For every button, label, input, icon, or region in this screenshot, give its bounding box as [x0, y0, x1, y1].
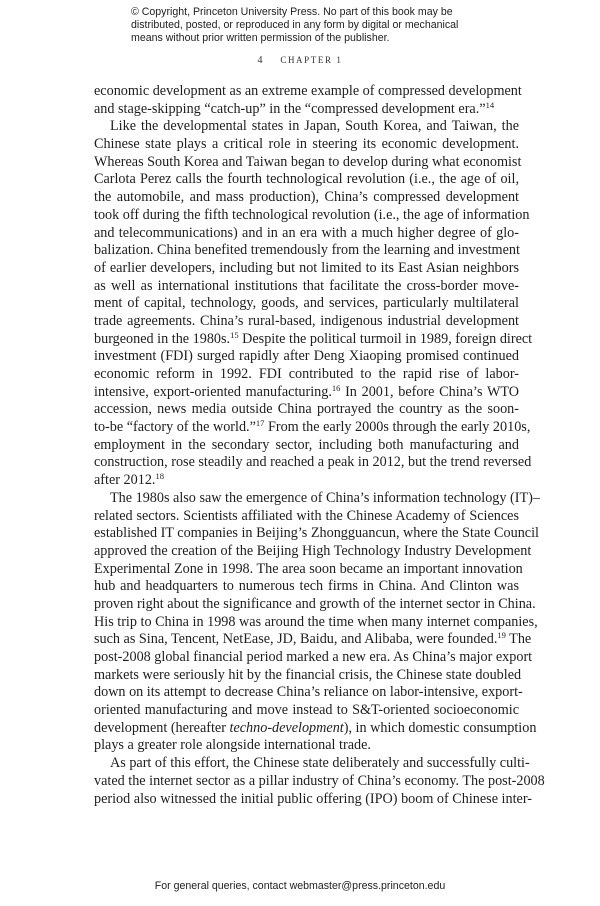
- footnote-ref[interactable]: 17: [255, 418, 265, 429]
- line-text: to-be “factory of the world.”: [94, 419, 256, 436]
- text-line: [94, 225, 519, 243]
- text-line: [94, 189, 519, 207]
- text-line: [94, 684, 523, 702]
- line-text-continued: The: [505, 631, 532, 648]
- line-text: Whereas South Korea and Taiwan began to develop during what economist: [94, 153, 522, 170]
- text-line: [94, 118, 519, 136]
- line-text: took off during the fifth technological revolution (i.e., the age of information: [94, 206, 530, 223]
- line-text: markets were seriously hit by the financial crisis, the Chinese state doubled: [94, 666, 522, 683]
- text-line: [94, 384, 519, 402]
- line-text: as well as international institutions that facilitate the cross-border move-: [94, 277, 519, 294]
- text-line: [94, 437, 519, 455]
- line-text: economic reform in 1992. FDI contributed to the rapid rise of labor-: [94, 366, 519, 382]
- text-line: [94, 401, 519, 419]
- line-text: the automobile, and mass production), China’s compressed development: [94, 189, 519, 206]
- chapter-label: CHAPTER 1: [280, 55, 343, 65]
- page-number: 4: [257, 55, 263, 66]
- text-line: [94, 348, 519, 366]
- line-text: The 1980s also saw the emergence of China’s information technology (IT)–: [110, 489, 540, 506]
- text-line: [94, 472, 519, 490]
- text-line: [94, 454, 532, 472]
- line-text: investment (FDI) surged rapidly after Deng Xiaoping promised continued: [94, 348, 519, 365]
- text-line: [94, 702, 519, 720]
- line-text: approved the creation of the Beijing High Technology Industry Development: [94, 542, 532, 559]
- line-text: trade agreements. China’s rural-based, indigenous industrial development: [94, 312, 519, 329]
- line-text: Chinese state plays a critical role in steering its economic development.: [94, 136, 519, 153]
- line-text: Experimental Zone in 1998. The area soon became an important innovation: [94, 560, 523, 577]
- text-line: [94, 313, 519, 331]
- line-text-continued: In 2001, before China’s WTO: [340, 383, 519, 400]
- line-text: of earlier developers, including but not limited to its East Asian neighbors: [94, 259, 519, 276]
- line-text: burgeoned in the 1980s.: [94, 330, 231, 347]
- text-line: [94, 630, 532, 649]
- line-text: His trip to China in 1998 was around the time when many internet companies,: [94, 613, 538, 630]
- copyright-notice: [131, 6, 491, 45]
- line-text: accession, news media outside China portrayed the country as the soon-: [94, 401, 519, 418]
- line-text: such as Sina, Tencent, NetEase, JD, Baidu, and Alibaba, were founded.: [94, 631, 498, 648]
- copyright-line: distributed, posted, or reproduced in any form by digital or mechanical: [131, 19, 459, 31]
- line-text: hub and headquarters to numerous tech firms in China. And Clinton was: [94, 578, 519, 595]
- text-line: [94, 595, 536, 614]
- text-line: [94, 260, 519, 278]
- text-line: [94, 578, 519, 596]
- line-text: Like the developmental states in Japan, South Korea, and Taiwan, the: [110, 118, 519, 135]
- line-text: vated the internet sector as a pillar industry of China’s economy. The post-2008: [94, 772, 545, 789]
- line-text: Carlota Perez calls the fourth technological revolution (i.e., the age of oil,: [94, 171, 519, 188]
- line-text: construction, rose steadily and reached a peak in 2012, but the trend reversed: [94, 454, 532, 471]
- line-text: post-2008 global financial period marked a new era. As China’s major export: [94, 649, 533, 665]
- line-text: plays a greater role alongside international trade.: [94, 737, 371, 754]
- line-text: balization. China benefited tremendously from the learning and investment: [94, 242, 520, 259]
- line-text-continued: Despite the political turmoil in 1989, foreign direct: [238, 330, 533, 347]
- text-line: [94, 649, 533, 667]
- footnote-ref[interactable]: 19: [497, 630, 506, 641]
- line-text: oriented manufacturing and move instead to S&T-oriented socioeconomic: [94, 702, 519, 719]
- text-line: [94, 101, 519, 119]
- line-text: period also witnessed the initial public offering (IPO) boom of Chinese inter-: [94, 790, 532, 807]
- italic-term: techno-development: [229, 719, 344, 736]
- line-text-continued: ), in which domestic consumption: [343, 719, 537, 736]
- text-line: [94, 525, 539, 543]
- text-line: [94, 560, 523, 579]
- text-line: [94, 542, 532, 561]
- text-line: [94, 206, 530, 225]
- line-text: As part of this effort, the Chinese state deliberately and successfully culti-: [110, 755, 530, 772]
- text-line: [94, 755, 530, 773]
- text-line: [94, 508, 519, 526]
- text-line: [94, 366, 519, 384]
- text-line: [94, 489, 540, 508]
- text-line: [94, 295, 519, 313]
- line-text: and telecommunications) and in an era with a much higher degree of glo-: [94, 224, 519, 241]
- text-line: [94, 613, 538, 632]
- line-text-continued: From the early 2000s through the early 2010s,: [264, 419, 531, 436]
- text-line: [94, 790, 532, 809]
- line-text: down on its attempt to decrease China’s reliance on labor-intensive, export-: [94, 684, 523, 701]
- line-text: ment of capital, technology, goods, and services, particularly multilateral: [94, 295, 519, 312]
- text-line: [94, 278, 519, 296]
- text-line: [94, 666, 522, 685]
- line-text: development (hereafter: [94, 719, 230, 736]
- text-line: [94, 772, 545, 791]
- footnote-ref[interactable]: 16: [331, 382, 341, 393]
- line-text: and stage-skipping “catch-up” in the “compressed development era.”: [94, 100, 486, 117]
- text-line: [94, 719, 537, 738]
- text-line: [94, 242, 519, 260]
- line-text: related sectors. Scientists affiliated with the Chinese Academy of Sciences: [94, 507, 519, 524]
- text-line: [94, 136, 519, 154]
- text-line: [94, 329, 533, 349]
- line-text: after 2012.: [94, 472, 156, 489]
- body-text: [94, 83, 545, 808]
- footnote-ref[interactable]: 15: [230, 329, 239, 340]
- text-line: [94, 83, 522, 101]
- line-text: employment in the secondary sector, including both manufacturing and: [94, 436, 519, 453]
- line-text: proven right about the significance and growth of the internet sector in China.: [94, 595, 536, 612]
- line-text: established IT companies in Beijing’s Zhongguancun, where the State Council: [94, 525, 539, 542]
- text-line: [94, 153, 522, 172]
- footnote-ref[interactable]: 14: [485, 99, 495, 110]
- footer-contact: For general queries, contact webmaster@press.princeton.edu: [154, 880, 446, 892]
- text-line: [94, 737, 519, 755]
- text-line: [94, 418, 531, 437]
- line-text: intensive, export-oriented manufacturing.: [94, 383, 332, 400]
- line-text: economic development as an extreme example of compressed development: [94, 83, 522, 99]
- text-line: [94, 171, 519, 189]
- copyright-line: means without prior written permission of the publisher.: [131, 32, 390, 44]
- copyright-line: © Copyright, Princeton University Press. No part of this book may be: [131, 6, 453, 18]
- footnote-ref[interactable]: 18: [155, 471, 164, 482]
- running-head: [0, 55, 600, 66]
